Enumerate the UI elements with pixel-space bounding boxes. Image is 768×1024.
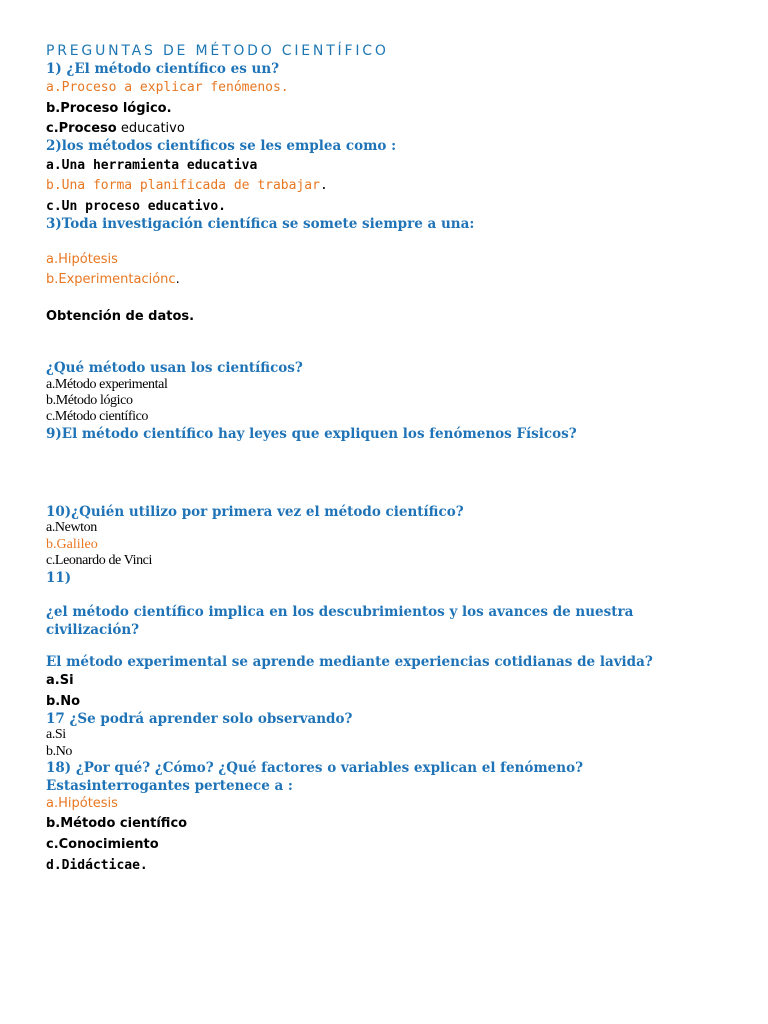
answer-17b: b.No [46, 744, 73, 759]
answer-2c: c.Un proceso educativo. [46, 199, 227, 214]
answer-12b: b.No [46, 694, 81, 709]
question-10: 10)¿Quién utilizo por primera vez el método científico? [46, 504, 464, 520]
question-2: 2)los métodos científicos se les emplea como : [46, 138, 397, 154]
answer-3b-tail: . [175, 272, 180, 287]
answer-1c-light: educativo [116, 121, 185, 136]
question-17: 17 ¿Se podrá aprender solo observando? [46, 711, 353, 727]
answer-3c: Obtención de datos. [46, 309, 195, 324]
answer-2a: a.Una herramienta educativa [46, 158, 258, 173]
answer-10c: c.Leonardo de Vinci [46, 553, 152, 568]
answer-1b: b.Proceso lógico. [46, 101, 172, 116]
answer-18d: d.Didácticae. [46, 858, 148, 873]
answer-4c: c.Método científico [46, 409, 149, 424]
answer-18b: b.Método científico [46, 816, 188, 831]
answer-17a: a.Si [46, 727, 66, 742]
answer-3b [46, 271, 180, 289]
answer-3a: a.Hipótesis [46, 252, 118, 267]
question-18-line2: Estasinterrogantes pertenece a : [46, 778, 293, 794]
answer-2b-tail: . [319, 178, 328, 193]
answer-10b: b.Galileo [46, 537, 98, 552]
answer-10a: a.Newton [46, 520, 97, 535]
question-18-line1: 18) ¿Por qué? ¿Cómo? ¿Qué factores o variables explican el fenómeno? [46, 760, 583, 776]
answer-2b [46, 177, 328, 195]
question-3: 3)Toda investigación científica se somete siempre a una: [46, 216, 475, 232]
question-4: ¿Qué método usan los científicos? [46, 360, 303, 376]
answer-1c [46, 120, 185, 138]
question-12: El método experimental se aprende mediante experiencias cotidianas de lavida? [46, 654, 653, 670]
question-1: 1) ¿El método científico es un? [46, 61, 280, 77]
answer-1a: a.Proceso a explicar fenómenos. [46, 80, 289, 95]
answer-3b-text: b.Experimentaciónc [46, 272, 176, 287]
question-11: ¿el método científico implica en los descubrimientos y los avances de nuestra civilización? [46, 604, 634, 638]
answer-2b-text: b.Una forma planificada de trabajar [46, 178, 320, 193]
question-9: 9)El método científico hay leyes que expliquen los fenómenos Físicos? [46, 426, 577, 442]
answer-1c-bold: c.Proceso [46, 121, 117, 136]
answer-18c: c.Conocimiento [46, 837, 159, 852]
answer-4b: b.Método lógico [46, 393, 133, 408]
page-title: PREGUNTAS DE MÉTODO CIENTÍFICO [46, 43, 389, 59]
question-11-number: 11) [46, 570, 72, 586]
answer-18a: a.Hipótesis [46, 796, 118, 811]
answer-12a: a.Si [46, 673, 74, 688]
answer-4a: a.Método experimental [46, 377, 168, 392]
